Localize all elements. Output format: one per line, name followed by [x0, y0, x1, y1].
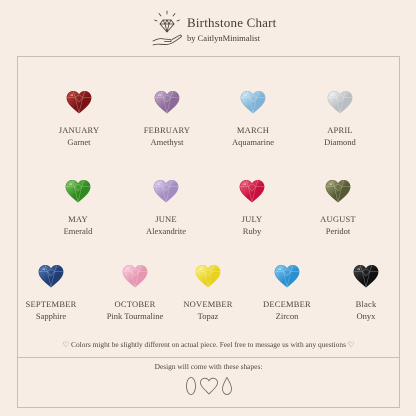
birthstone-item [323, 262, 409, 322]
birthstone-month: AUGUST [320, 214, 356, 224]
teardrop-outline-icon [223, 378, 232, 395]
birthstone-name: Topaz [197, 311, 219, 321]
design-note: Design will come with these shapes: [154, 362, 263, 371]
page-title: Birthstone Chart [187, 15, 277, 30]
birthstone-name: Onyx [356, 311, 376, 321]
heart-gem-icon [63, 177, 93, 205]
birthstone-item [8, 262, 94, 322]
heart-gem-icon [152, 88, 182, 116]
birthstone-name: Ruby [242, 226, 262, 236]
heart-gem-icon [272, 262, 302, 290]
heart-gem-icon [36, 262, 66, 290]
heart-gem-icon [237, 177, 267, 205]
birthstone-month: NOVEMBER [183, 299, 233, 309]
birthstone-item [244, 262, 330, 322]
birthstone-name: Alexandrite [145, 226, 187, 236]
birthstone-month: Black [355, 299, 377, 309]
birthstone-name: Amethyst [150, 137, 184, 147]
birthstone-item [210, 88, 296, 148]
birthstone-item [123, 177, 209, 237]
birthstone-month: APRIL [327, 125, 353, 135]
birthstone-item [36, 88, 122, 148]
birthstone-name: Garnet [67, 137, 91, 147]
birthstone-month: DECEMBER [263, 299, 311, 309]
birthstone-month: OCTOBER [114, 299, 156, 309]
birthstone-item [165, 262, 251, 322]
heart-gem-icon [325, 88, 355, 116]
header [0, 0, 416, 54]
color-disclaimer: ♡ Colors might be slightly different on actual piece. Feel free to message us with any questions ♡ [62, 340, 355, 349]
design-shapes [184, 375, 234, 397]
birthstone-name: Emerald [63, 226, 93, 236]
birthstone-month: MAY [68, 214, 88, 224]
birthstone-item [35, 177, 121, 237]
birthstone-item [124, 88, 210, 148]
birthstone-name: Peridot [325, 226, 351, 236]
birthstone-month: MARCH [236, 125, 270, 135]
divider [17, 357, 400, 358]
heart-gem-icon [193, 262, 223, 290]
birthstone-item [209, 177, 295, 237]
birthstone-name: Zircon [275, 311, 299, 321]
birthstone-name: Aquamarine [231, 137, 274, 147]
heart-gem-icon [238, 88, 268, 116]
brand-byline: by CaitlynMinimalist [187, 33, 260, 43]
birthstone-month: JULY [241, 214, 263, 224]
birthstone-item [295, 177, 381, 237]
birthstone-name: Diamond [324, 137, 356, 147]
birthstone-month: FEBRUARY [143, 125, 191, 135]
heart-gem-icon [64, 88, 94, 116]
heart-gem-icon [323, 177, 353, 205]
heart-gem-icon [151, 177, 181, 205]
birthstone-month: JUNE [155, 214, 177, 224]
birthstone-month: JANUARY [58, 125, 100, 135]
birthstone-name: Sapphire [35, 311, 67, 321]
heart-outline-icon [201, 378, 218, 394]
oval-outline-icon [187, 378, 196, 395]
birthstone-month: SEPTEMBER [25, 299, 77, 309]
heart-gem-icon [351, 262, 381, 290]
hand-holding-diamond-icon [150, 10, 184, 48]
heart-gem-icon [120, 262, 150, 290]
birthstone-name: Pink Tourmaline [106, 311, 164, 321]
birthstone-item [297, 88, 383, 148]
